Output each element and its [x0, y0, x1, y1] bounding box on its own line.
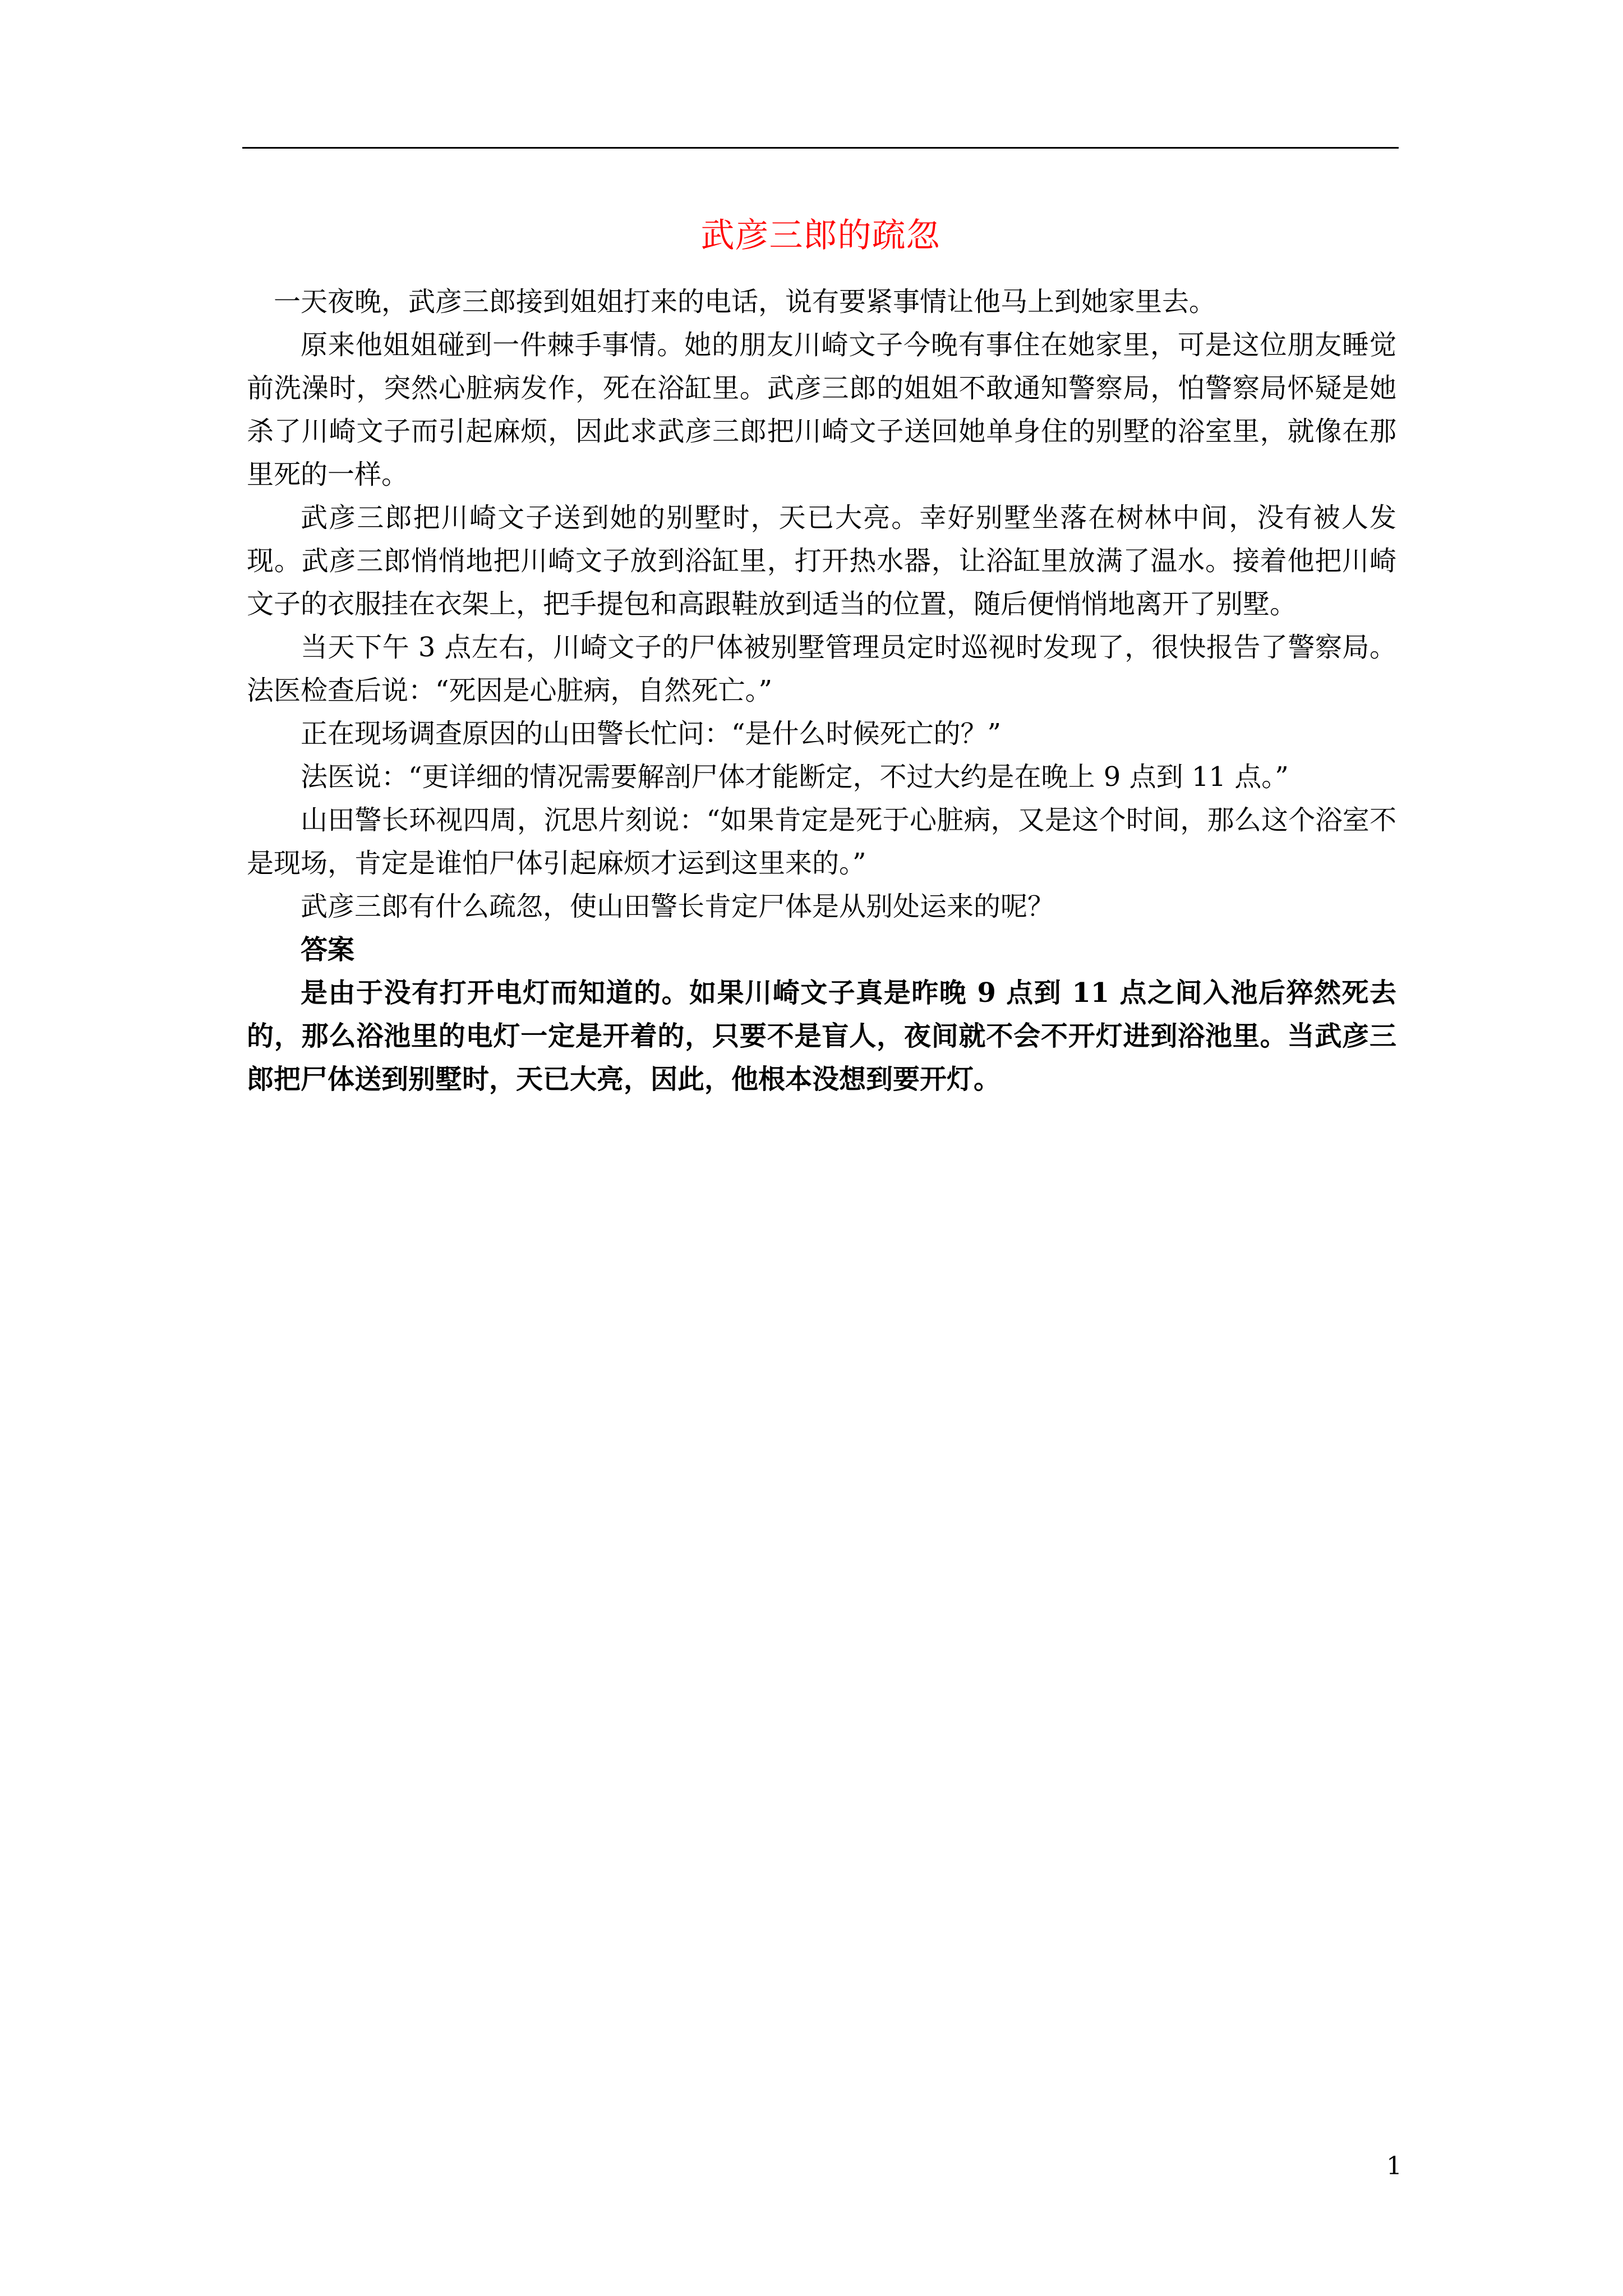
paragraph: 武彦三郎有什么疏忽，使山田警长肯定尸体是从别处运来的呢？ — [301, 891, 1055, 922]
paragraph: 当天下午 3 点左右，川崎文子的尸体被别墅管理员定时巡视时发现了，很快报告了警察局。法医检查后说：“死因是心脏病，自然死亡。” — [247, 632, 1396, 706]
paragraph: 法医说：“更详细的情况需要解剖尸体才能断定，不过大约是在晚上 9 点到 11 点。” — [301, 761, 1289, 793]
header-rule — [242, 147, 1399, 149]
paragraph: 一天夜晚，武彦三郎接到姐姐打来的电话，说有要紧事情让他马上到她家里去。 — [274, 286, 1216, 318]
answer-heading: 答案 — [301, 934, 355, 965]
document-body — [247, 280, 1396, 1101]
document-title: 武彦三郎的疏忽 — [700, 216, 940, 255]
paragraph: 原来他姐姐碰到一件棘手事情。她的朋友川崎文子今晚有事住在她家里，可是这位朋友睡觉前洗澡时，突然心脏病发作，死在浴缸里。武彦三郎的姐姐不敢通知警察局，怕警察局怀疑是她杀了川崎文子而引起麻烦，因此求武彦三郎把川崎文子送回她单身住的别墅的浴室里，就像在那里死的一样。 — [247, 329, 1396, 490]
paragraph: 武彦三郎把川崎文子送到她的别墅时，天已大亮。幸好别墅坐落在树林中间，没有被人发现。武彦三郎悄悄地把川崎文子放到浴缸里，打开热水器，让浴缸里放满了温水。接着他把川崎文子的衣服挂在衣架上，把手提包和高跟鞋放到适当的位置，随后便悄悄地离开了别墅。 — [247, 502, 1396, 620]
answer-text: 是由于没有打开电灯而知道的。如果川崎文子真是昨晚 9 点到 11 点之间入池后猝然死去的，那么浴池里的电灯一定是开着的，只要不是盲人，夜间就不会不开灯进到浴池里。当武彦三郎把尸体送到别墅时，天已大亮，因此，他根本没想到要开灯。 — [247, 977, 1396, 1095]
paragraph: 山田警长环视四周，沉思片刻说：“如果肯定是死于心脏病，又是这个时间，那么这个浴室不是现场，肯定是谁怕尸体引起麻烦才运到这里来的。” — [247, 804, 1396, 879]
paragraph: 正在现场调查原因的山田警长忙问：“是什么时候死亡的？” — [301, 718, 1002, 749]
page-number: 1 — [1386, 2152, 1402, 2180]
